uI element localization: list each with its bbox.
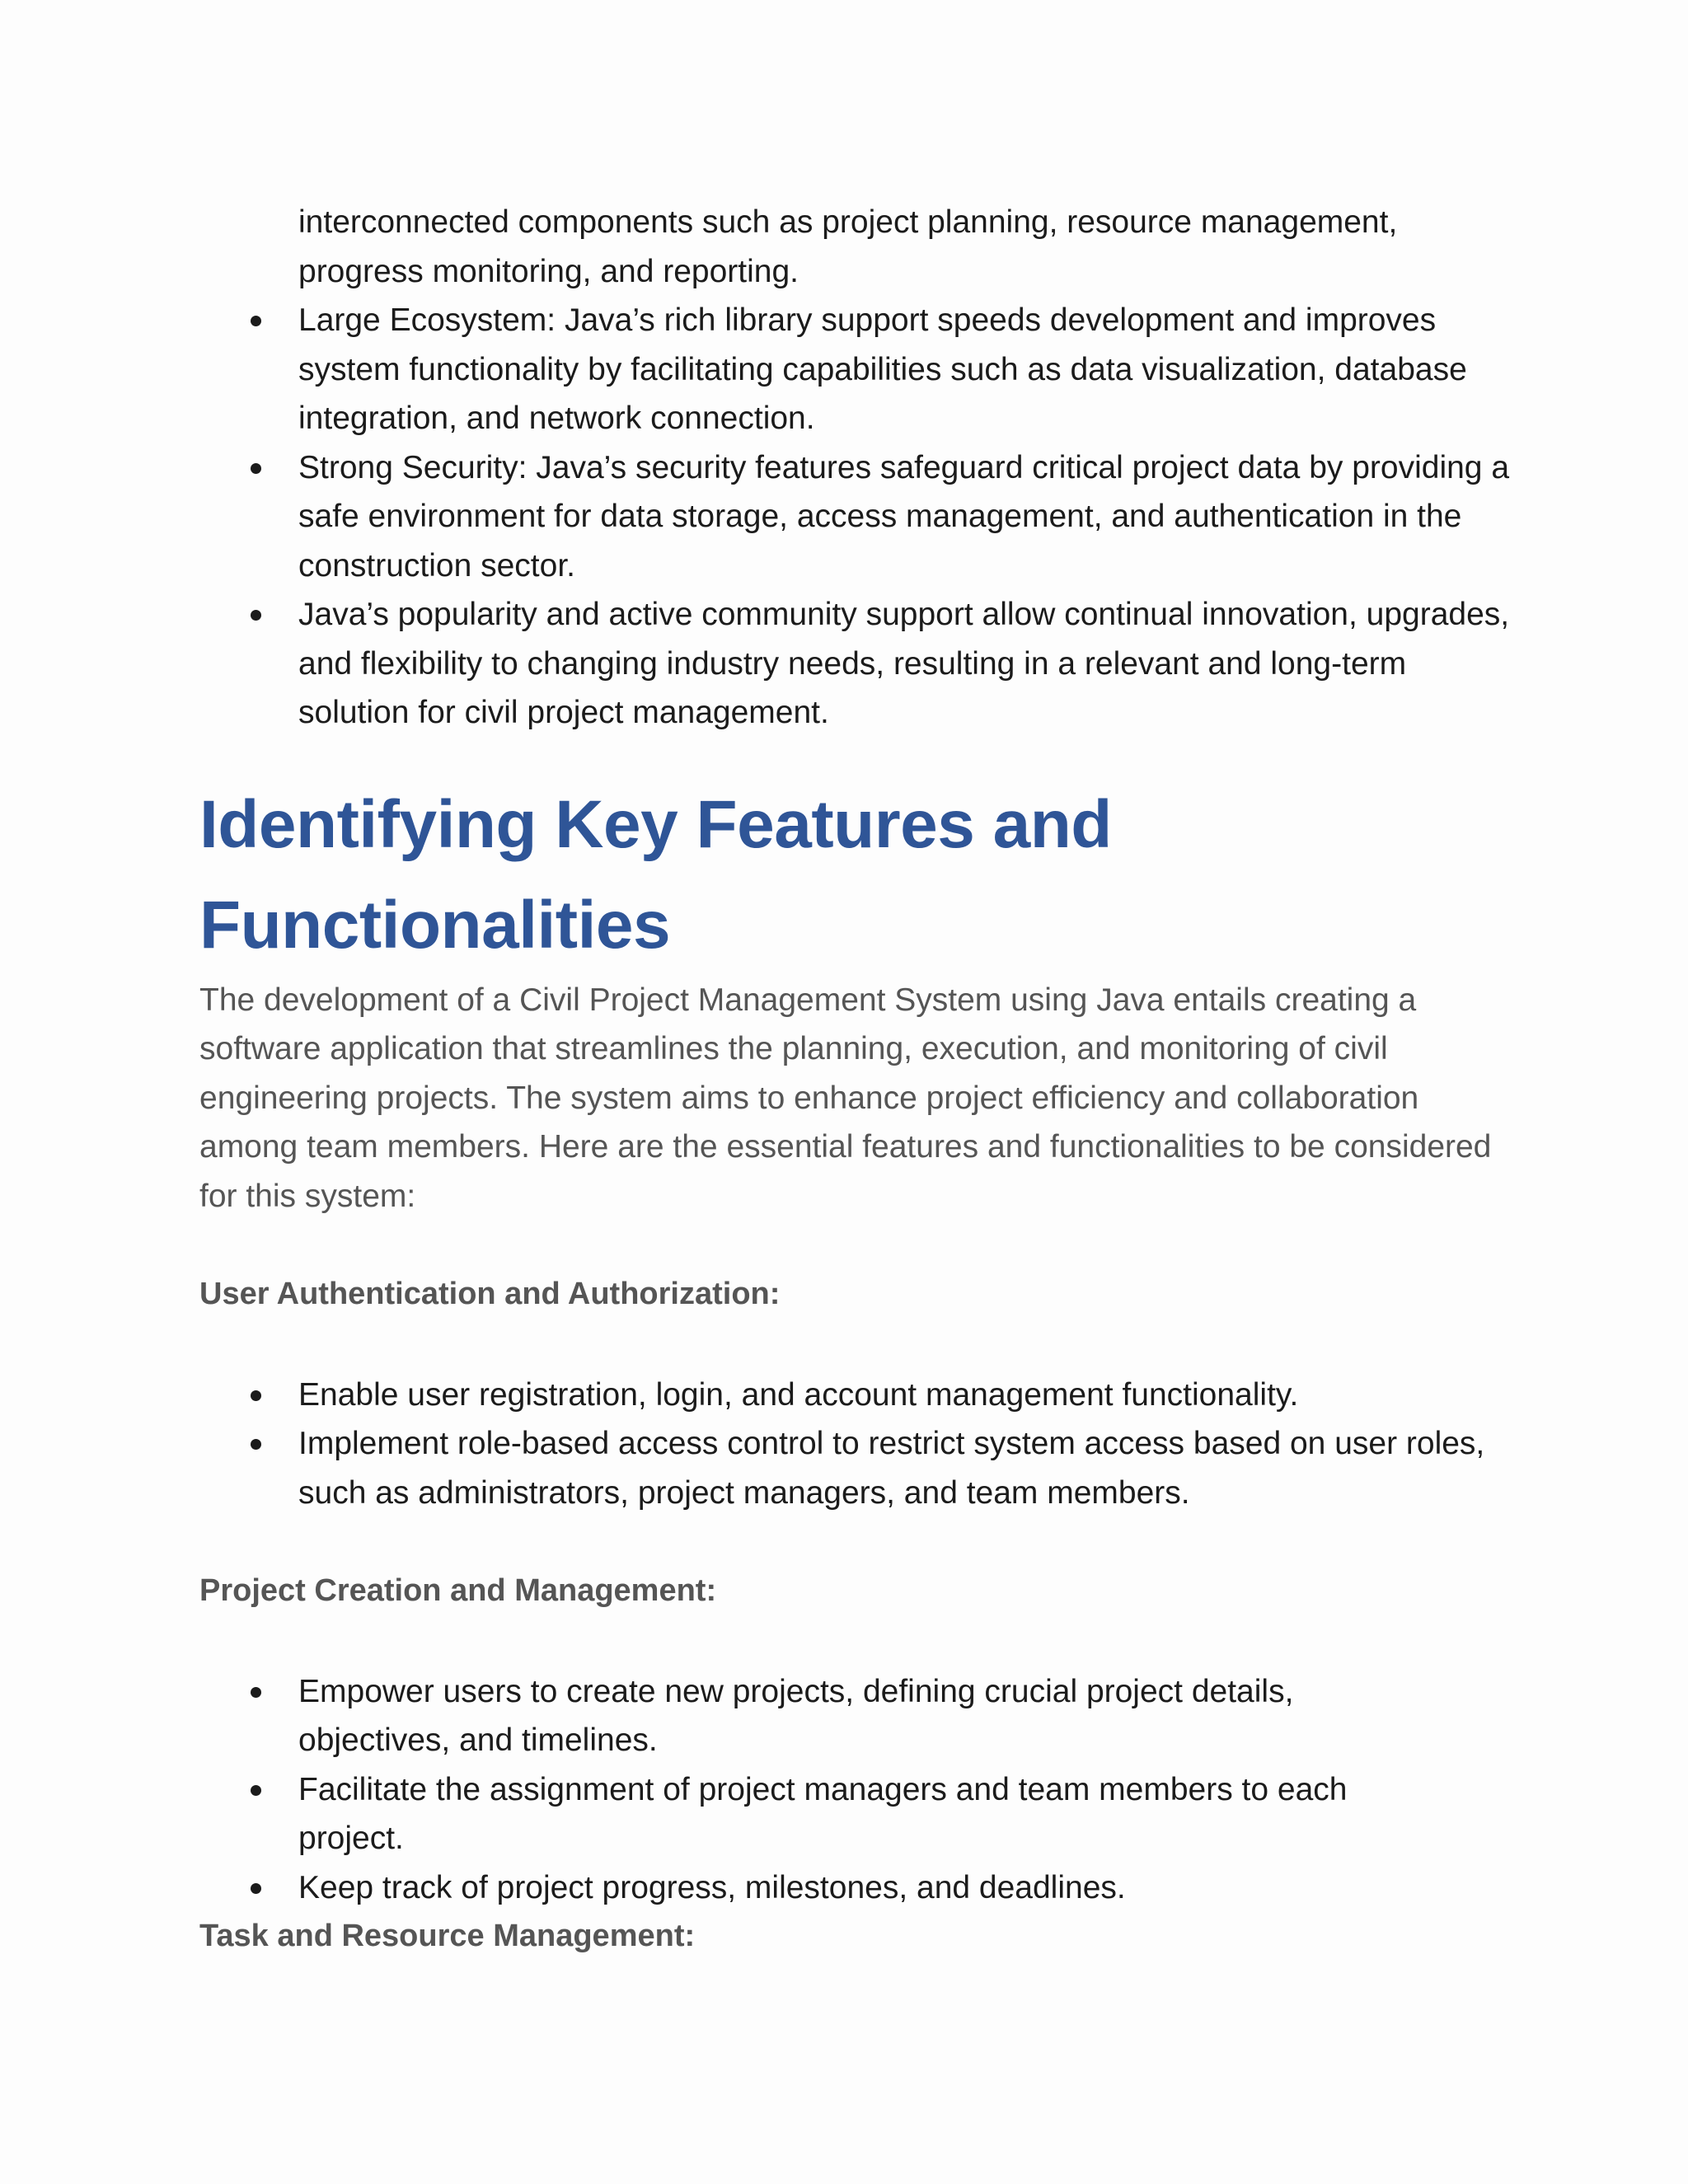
list-item	[199, 1765, 1436, 1863]
project-management-list	[199, 1667, 1518, 1913]
authentication-list	[199, 1371, 1518, 1518]
list-item	[199, 443, 1518, 591]
bullet-icon	[251, 316, 261, 326]
bullet-icon	[251, 1785, 261, 1796]
subsection-title-project-management: Project Creation and Management:	[199, 1573, 717, 1608]
list-item	[199, 1371, 1518, 1420]
continued-bullet-text: interconnected components such as project planning, resource management, progress monitoring, and reporting.	[298, 204, 1398, 289]
list-item-text: Keep track of project progress, milestones, and deadlines.	[298, 1869, 1126, 1905]
bullet-icon	[251, 1687, 261, 1698]
intro-paragraph: The development of a Civil Project Management System using Java entails creating a software application that streamlines the planning, execution, and monitoring of civil engineering projects. The system aims to enhance project efficiency and collaboration among team members. Here are the essential features and functionalities to be considered for this system:	[199, 982, 1492, 1214]
page-content	[199, 198, 1518, 1961]
subsection-title-task-resource: Task and Resource Management:	[199, 1919, 696, 1953]
list-item-text: Large Ecosystem: Java’s rich library support speeds development and improves system functionality by facilitating capabilities such as data visualization, database integration, and network connection.	[298, 302, 1467, 436]
list-item-text: Java’s popularity and active community support allow continual innovation, upgrades, and flexibility to changing industry needs, resulting in a relevant and long-term solution for civil project management.	[298, 597, 1510, 730]
list-item-text: Implement role-based access control to restrict system access based on user roles, such as administrators, project managers, and team members.	[298, 1426, 1485, 1511]
list-item-text: Empower users to create new projects, defining crucial project details, objectives, and timelines.	[298, 1673, 1294, 1758]
list-item	[199, 296, 1518, 443]
subsection-title-authentication: User Authentication and Authorization:	[199, 1277, 781, 1311]
list-item	[199, 1419, 1518, 1517]
list-item-text: Strong Security: Java’s security features safeguard critical project data by providing a safe environment for data storage, access management, and authentication in the construction sector.	[298, 449, 1510, 583]
list-item	[199, 1863, 1518, 1913]
list-item	[199, 1667, 1403, 1765]
bullet-icon	[251, 1883, 261, 1894]
list-item	[199, 590, 1518, 738]
bullet-icon	[251, 1390, 261, 1401]
bullet-icon	[251, 463, 261, 474]
bullet-icon	[251, 1439, 261, 1450]
section-heading: Identifying Key Features and Functionalities	[199, 786, 1112, 963]
list-item-text: Enable user registration, login, and account management functionality.	[298, 1376, 1299, 1413]
list-item-text: Facilitate the assignment of project managers and team members to each project.	[298, 1771, 1348, 1856]
bullet-icon	[251, 610, 261, 621]
feature-benefits-list	[199, 296, 1518, 738]
